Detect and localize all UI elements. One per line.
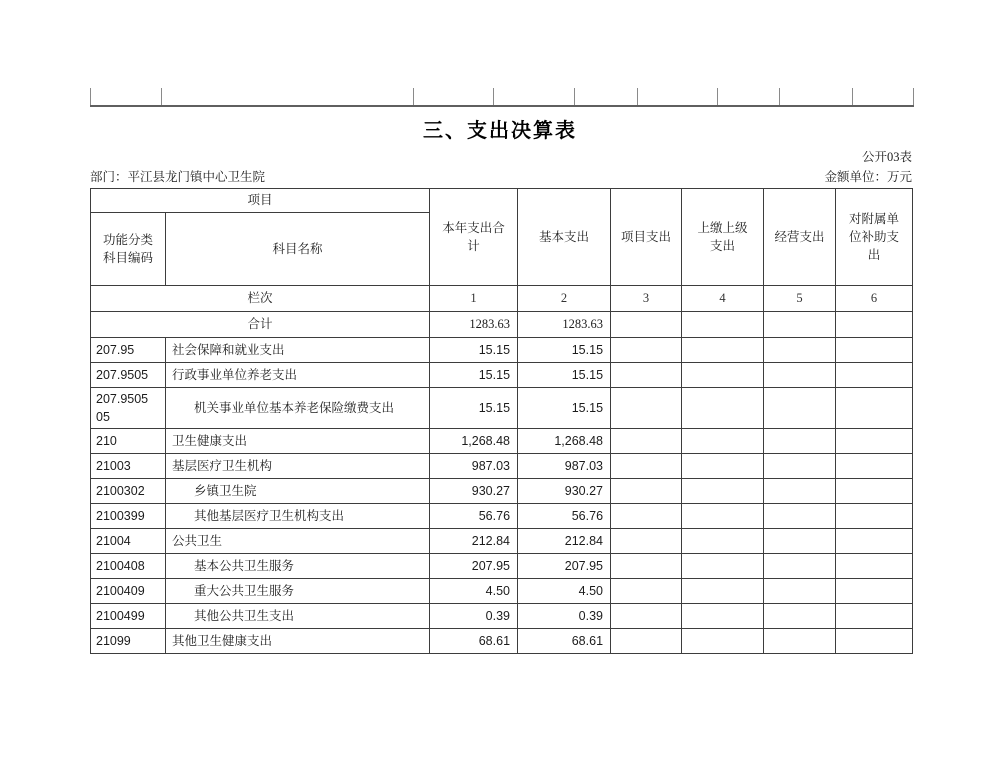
row-basic: 56.76 — [518, 504, 611, 529]
row-code: 207.9505 — [91, 363, 166, 388]
lanci-6: 6 — [836, 286, 913, 312]
table-row — [91, 429, 913, 454]
header-col-basic: 基本支出 — [518, 189, 611, 286]
row-name: 乡镇卫生院 — [166, 479, 430, 504]
header-col-subsidy: 对附属单位补助支出 — [836, 189, 913, 286]
row-name: 重大公共卫生服务 — [166, 579, 430, 604]
row-total: 15.15 — [430, 388, 518, 429]
row-total: 930.27 — [430, 479, 518, 504]
row-basic: 4.50 — [518, 579, 611, 604]
table-row — [91, 338, 913, 363]
table-row — [91, 363, 913, 388]
header-project: 项目 — [91, 189, 430, 213]
row-basic: 930.27 — [518, 479, 611, 504]
meta-row — [90, 167, 912, 185]
empty-cell — [637, 88, 717, 105]
row-total: 0.39 — [430, 604, 518, 629]
row-basic: 1,268.48 — [518, 429, 611, 454]
table-row — [91, 579, 913, 604]
row-code: 21003 — [91, 454, 166, 479]
row-total: 15.15 — [430, 363, 518, 388]
row-name: 其他基层医疗卫生机构支出 — [166, 504, 430, 529]
row-basic: 68.61 — [518, 629, 611, 654]
row-basic: 207.95 — [518, 554, 611, 579]
row-total: 4.50 — [430, 579, 518, 604]
total-value-2: 1283.63 — [518, 312, 611, 338]
row-basic: 15.15 — [518, 363, 611, 388]
empty-cell — [852, 88, 914, 105]
total-row — [91, 312, 913, 338]
empty-cell — [717, 88, 779, 105]
empty-cell — [493, 88, 574, 105]
column-index-row — [91, 286, 913, 312]
empty-cell — [779, 88, 852, 105]
row-total: 1,268.48 — [430, 429, 518, 454]
department-label: 部门：平江县龙门镇中心卫生院 — [90, 170, 266, 184]
row-name: 公共卫生 — [166, 529, 430, 554]
row-code: 210 — [91, 429, 166, 454]
table-row — [91, 529, 913, 554]
row-basic: 15.15 — [518, 388, 611, 429]
header-col-upper: 上缴上级支出 — [682, 189, 764, 286]
lanci-label: 栏次 — [91, 286, 430, 312]
row-name: 其他卫生健康支出 — [166, 629, 430, 654]
empty-cell — [574, 88, 637, 105]
row-basic: 987.03 — [518, 454, 611, 479]
previous-table-fragment — [90, 88, 914, 107]
row-name: 行政事业单位养老支出 — [166, 363, 430, 388]
expenditure-table — [90, 188, 913, 654]
row-name: 其他公共卫生支出 — [166, 604, 430, 629]
lanci-2: 2 — [518, 286, 611, 312]
row-code: 21099 — [91, 629, 166, 654]
row-code: 207.950505 — [91, 388, 166, 429]
header-col-total: 本年支出合计 — [430, 189, 518, 286]
row-code: 207.95 — [91, 338, 166, 363]
row-code: 2100408 — [91, 554, 166, 579]
table-row — [91, 479, 913, 504]
row-code: 21004 — [91, 529, 166, 554]
row-name: 机关事业单位基本养老保险缴费支出 — [166, 388, 430, 429]
row-total: 987.03 — [430, 454, 518, 479]
header-code: 功能分类科目编码 — [91, 213, 166, 286]
form-code-label: 公开03表 — [861, 150, 912, 164]
row-basic: 212.84 — [518, 529, 611, 554]
table-row — [91, 554, 913, 579]
row-name: 社会保障和就业支出 — [166, 338, 430, 363]
table-row — [91, 504, 913, 529]
row-name: 卫生健康支出 — [166, 429, 430, 454]
row-basic: 15.15 — [518, 338, 611, 363]
empty-cell — [90, 88, 161, 105]
row-code: 2100399 — [91, 504, 166, 529]
header-row-project — [91, 189, 913, 213]
row-name: 基本公共卫生服务 — [166, 554, 430, 579]
row-total: 207.95 — [430, 554, 518, 579]
table-row — [91, 629, 913, 654]
lanci-5: 5 — [764, 286, 836, 312]
total-label: 合计 — [91, 312, 430, 338]
row-total: 15.15 — [430, 338, 518, 363]
row-name: 基层医疗卫生机构 — [166, 454, 430, 479]
page-title: 三、支出决算表 — [423, 120, 577, 142]
row-code: 2100499 — [91, 604, 166, 629]
lanci-3: 3 — [611, 286, 682, 312]
row-total: 56.76 — [430, 504, 518, 529]
empty-cell — [413, 88, 493, 105]
header-col-project-exp: 项目支出 — [611, 189, 682, 286]
unit-label: 金额单位：万元 — [824, 170, 912, 184]
header-col-operating: 经营支出 — [764, 189, 836, 286]
table-row — [91, 454, 913, 479]
table-row — [91, 604, 913, 629]
row-basic: 0.39 — [518, 604, 611, 629]
lanci-4: 4 — [682, 286, 764, 312]
row-code: 2100302 — [91, 479, 166, 504]
row-total: 68.61 — [430, 629, 518, 654]
header-name: 科目名称 — [166, 213, 430, 286]
table-row — [91, 388, 913, 429]
row-total: 212.84 — [430, 529, 518, 554]
empty-cell — [161, 88, 413, 105]
lanci-1: 1 — [430, 286, 518, 312]
row-code: 2100409 — [91, 579, 166, 604]
total-value-1: 1283.63 — [430, 312, 518, 338]
